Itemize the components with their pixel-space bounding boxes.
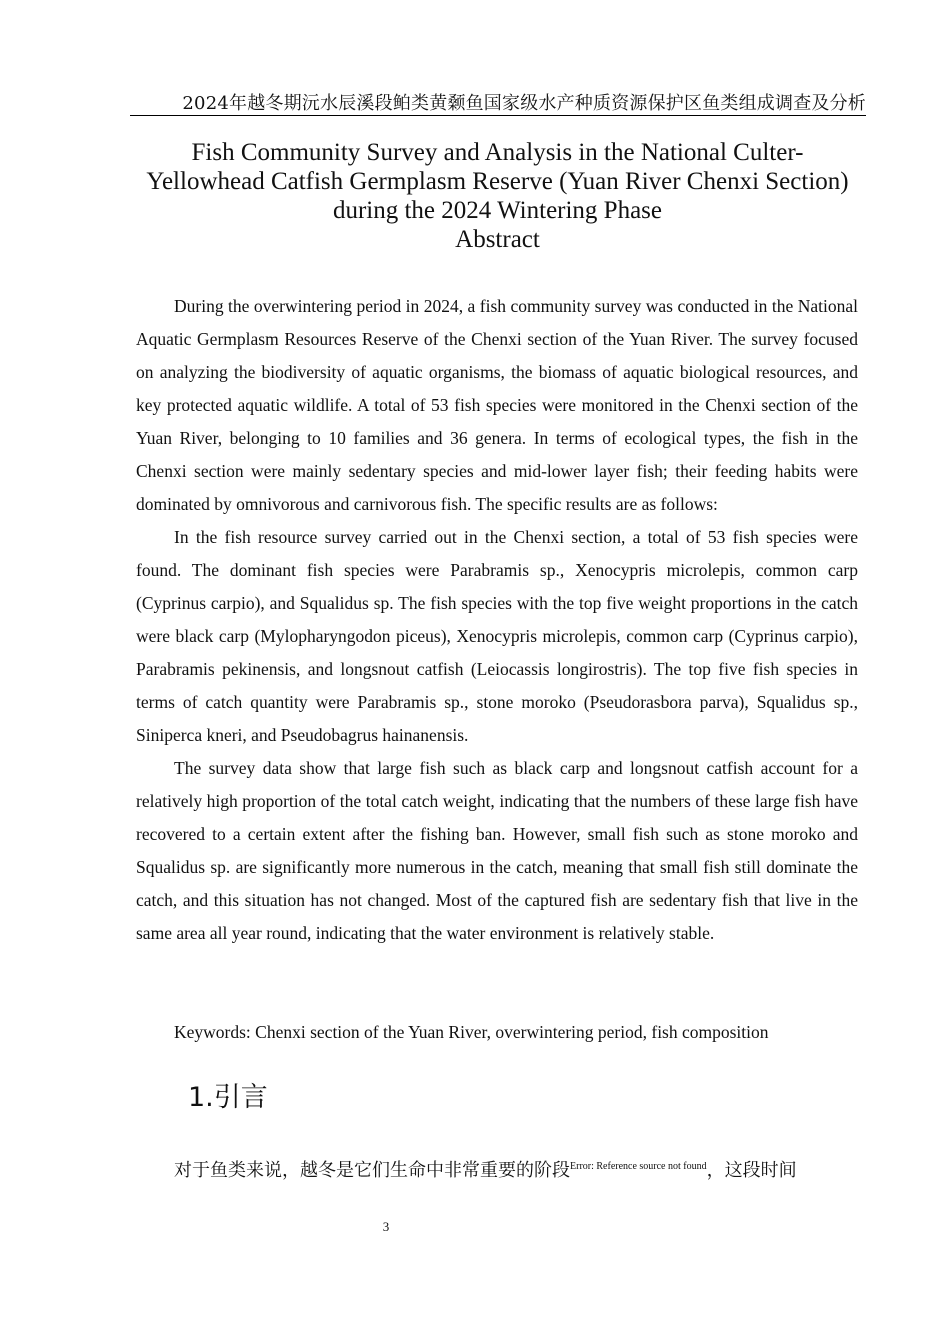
section-heading: 1.引言: [188, 1082, 268, 1113]
intro-text-start: 对于鱼类来说，越冬是它们生命中非常重要的阶段: [174, 1160, 570, 1181]
introduction-paragraph: [174, 1154, 860, 1187]
title-line-3: during the 2024 Wintering Phase: [332, 197, 663, 224]
running-header: 2024年越冬期沅水辰溪段鲌类黄颡鱼国家级水产种质资源保护区鱼类组成调查及分析: [182, 93, 866, 114]
abstract-body: [136, 290, 858, 950]
title-line-2: Yellowhead Catfish Germplasm Reserve (Yuan River Chenxi Section): [146, 168, 849, 195]
title-block: [120, 138, 875, 254]
abstract-paragraph-1: During the overwintering period in 2024, a fish community survey was conducted in the National Aquatic Germplasm Resources Reserve of the Chenxi section of the Yuan River. The survey focused on analyzing the biodiversity of aquatic organisms, the biomass of aquatic biological resources, and key protected aquatic wildlife. A total of 53 fish species were monitored in the Chenxi section of the Yuan River, belonging to 10 families and 36 genera. In terms of ecological types, the fish in the Chenxi section were mainly sedentary species and mid-lower layer fish; their feeding habits were dominated by omnivorous and carnivorous fish. The specific results are as follows:: [136, 296, 858, 514]
intro-text-end: ，这段时间: [706, 1160, 797, 1181]
abstract-paragraph-3: The survey data show that large fish such as black carp and longsnout catfish account for a relatively high proportion of the total catch weight, indicating that the numbers of these large fish have recovered to a certain extent after the fishing ban. However, small fish such as stone moroko and Squalidus sp. are significantly more numerous in the catch, meaning that small fish still dominate the catch, and this situation has not changed. Most of the captured fish are sedentary fish that live in the same area all year round, indicating that the water environment is relatively stable.: [136, 758, 858, 943]
reference-error: Error: Reference source not found: [570, 1161, 707, 1172]
page-number: 3: [382, 1219, 390, 1234]
header-rule: [130, 115, 866, 116]
abstract-paragraph-2: In the fish resource survey carried out in the Chenxi section, a total of 53 fish species were found. The dominant fish species were Parabramis sp., Xenocypris microlepis, common carp (Cyprinus carpio), and Squalidus sp. The fish species with the top five weight proportions in the catch were black carp (Mylopharyngodon piceus), Xenocypris microlepis, common carp (Cyprinus carpio), Parabramis pekinensis, and longsnout catfish (Leiocassis longirostris). The top five fish species in terms of catch quantity were Parabramis sp., stone moroko (Pseudorasbora parva), Squalidus sp., Siniperca kneri, and Pseudobagrus hainanensis.: [136, 527, 858, 745]
abstract-label: Abstract: [455, 226, 540, 253]
keywords: Keywords: Chenxi section of the Yuan River, overwintering period, fish composition: [174, 1022, 769, 1042]
title-line-1: Fish Community Survey and Analysis in the National Culter-: [191, 139, 804, 166]
